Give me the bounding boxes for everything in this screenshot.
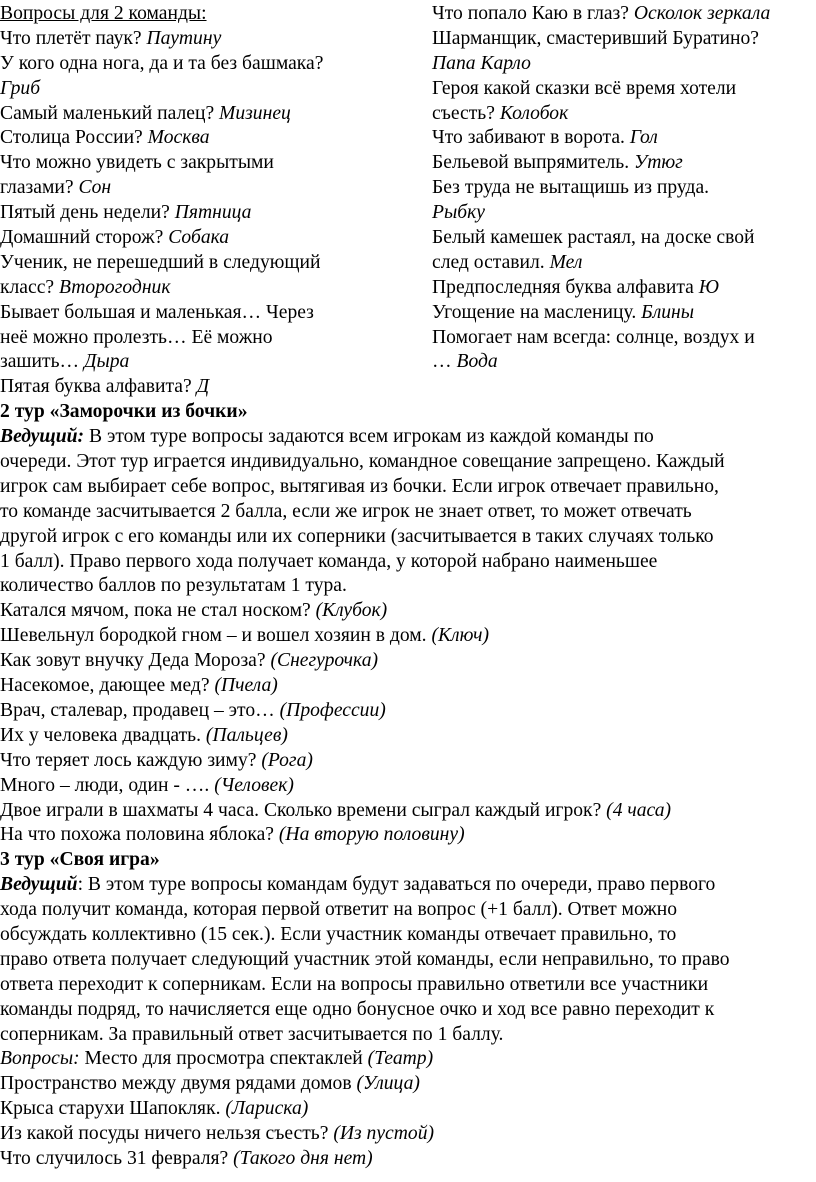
question-line xyxy=(0,649,816,674)
answer-text: (4 часа) xyxy=(606,799,672,821)
round1-left-list xyxy=(0,27,432,400)
round3-heading: 3 тур «Своя игра» xyxy=(0,849,160,871)
question-line xyxy=(0,301,432,326)
question-line xyxy=(0,350,432,375)
question-line xyxy=(432,27,816,52)
questions-label: Вопросы: xyxy=(0,1048,80,1070)
answer-text: Рыбку xyxy=(432,202,485,224)
question-line xyxy=(432,77,816,102)
intro-text: В этом туре вопросы задаются всем игрокам из каждой команды по xyxy=(84,426,654,448)
intro-line xyxy=(0,1023,816,1048)
round3-intro xyxy=(0,873,816,1047)
question-text: Пятая буква алфавита? xyxy=(0,376,197,398)
intro-line xyxy=(0,948,816,973)
intro-line xyxy=(0,973,816,998)
question-text: На что похожа половина яблока? xyxy=(0,824,279,846)
question-line xyxy=(0,774,816,799)
round2-heading: 2 тур «Заморочки из бочки» xyxy=(0,401,248,423)
question-text: глазами? xyxy=(0,177,79,199)
question-line xyxy=(0,102,432,127)
answer-text: (Рога) xyxy=(261,749,313,771)
answer-text: (На вторую половину) xyxy=(278,824,465,846)
intro-line xyxy=(0,574,816,599)
question-line xyxy=(432,52,816,77)
answer-text: Сон xyxy=(78,177,112,199)
question-text: Место для просмотра спектаклей xyxy=(79,1048,368,1070)
question-text: Что забивают в ворота. xyxy=(432,127,630,149)
question-text: Помогает нам всегда: солнце, воздух и xyxy=(432,326,755,348)
answer-text: (Лариска) xyxy=(225,1098,309,1120)
round1-left-column xyxy=(0,2,432,400)
question-line xyxy=(0,126,432,151)
question-text: Без труда не вытащишь из пруда. xyxy=(432,177,710,199)
question-text: Что случилось 31 февраля? xyxy=(0,1147,234,1169)
question-line xyxy=(432,2,816,27)
question-line xyxy=(432,301,816,326)
answer-text: (Из пустой) xyxy=(333,1123,435,1145)
answer-text: Москва xyxy=(147,127,210,149)
question-text: Что можно увидеть с закрытыми xyxy=(0,152,274,174)
intro-line xyxy=(0,425,816,450)
round1-right-list xyxy=(432,2,816,375)
question-text: Шарманщик, смастеривший Буратино? xyxy=(432,27,759,49)
round2-section xyxy=(0,400,816,848)
question-text: Крыса старухи Шапокляк. xyxy=(0,1098,226,1120)
question-line xyxy=(0,176,432,201)
question-line xyxy=(0,1047,816,1072)
answer-text: (Такого дня нет) xyxy=(233,1147,373,1169)
question-line xyxy=(0,1147,816,1172)
question-text: Шевельнул бородкой гном – и вошел хозяин в дом. xyxy=(0,625,432,647)
question-line xyxy=(0,1072,816,1097)
question-line xyxy=(432,126,816,151)
question-line xyxy=(0,624,816,649)
question-text: Белый камешек растаял, на доске свой xyxy=(432,227,755,249)
answer-text: (Улица) xyxy=(356,1073,420,1095)
question-text: Ученик, не перешедший в следующий xyxy=(0,251,321,273)
intro-text: 1 балл). Право первого хода получает команда, у которой набрано наименьшее xyxy=(0,550,658,572)
answer-text: (Ключ) xyxy=(431,625,489,647)
question-line xyxy=(0,27,432,52)
question-line xyxy=(0,749,816,774)
intro-line xyxy=(0,550,816,575)
intro-text: право ответа получает следующий участник этой команды, если неправильно, то право xyxy=(0,948,730,970)
question-text: Что попало Каю в глаз? xyxy=(432,3,634,24)
answer-text: Колобок xyxy=(499,102,569,124)
answer-text: Ю xyxy=(698,276,719,298)
question-text: след оставил. xyxy=(432,251,550,273)
question-line xyxy=(0,674,816,699)
question-text: У кого одна нога, да и та без башмака? xyxy=(0,52,324,74)
intro-text: другой игрок с его команды или их соперники (засчитывается в таких случаях только xyxy=(0,525,714,547)
round3-questions xyxy=(0,1047,816,1171)
question-text: Бывает большая и маленькая… Через xyxy=(0,301,314,323)
round1-heading: Вопросы для 2 команды: xyxy=(0,3,207,24)
answer-text: Второгодник xyxy=(58,276,171,298)
question-text: Угощение на масленицу. xyxy=(432,301,642,323)
question-text: Как зовут внучку Деда Мороза? xyxy=(0,650,271,672)
intro-text: обсуждать коллективно (15 сек.). Если участник команды отвечает правильно, то xyxy=(0,923,677,945)
question-text: Катался мячом, пока не стал носком? xyxy=(0,600,316,622)
intro-text: хода получит команда, которая первой ответит на вопрос (+1 балл). Ответ можно xyxy=(0,899,678,921)
question-text: Врач, сталевар, продавец – это… xyxy=(0,699,280,721)
question-line xyxy=(0,201,432,226)
question-text: Домашний сторож? xyxy=(0,227,169,249)
host-label: Ведущий: xyxy=(0,426,85,448)
question-line xyxy=(0,251,432,276)
answer-text: Гол xyxy=(629,127,658,149)
round2-questions xyxy=(0,599,816,848)
question-text: Что теряет лось каждую зиму? xyxy=(0,749,262,771)
question-text: Пространство между двумя рядами домов xyxy=(0,1073,357,1095)
question-line xyxy=(0,77,432,102)
answer-text: Дыра xyxy=(84,351,130,373)
question-text: Предпоследняя буква алфавита xyxy=(432,276,699,298)
question-text: Что плетёт паук? xyxy=(0,27,147,49)
answer-text: Мизинец xyxy=(219,102,291,124)
question-text: Много – люди, один - …. xyxy=(0,774,215,796)
answer-text: Пятница xyxy=(174,202,252,224)
question-text: класс? xyxy=(0,276,59,298)
question-text: Из какой посуды ничего нельзя съесть? xyxy=(0,1123,334,1145)
question-line xyxy=(0,599,816,624)
round3-section xyxy=(0,848,816,1172)
question-line xyxy=(0,1097,816,1122)
answer-text: (Профессии) xyxy=(279,699,386,721)
answer-text: (Снегурочка) xyxy=(270,650,379,672)
question-line xyxy=(432,276,816,301)
question-line xyxy=(0,724,816,749)
host-label: Ведущий xyxy=(0,874,78,896)
answer-text: (Пчела) xyxy=(214,675,278,697)
answer-text: (Пальцев) xyxy=(205,724,288,746)
question-line xyxy=(0,276,432,301)
answer-text: Утюг xyxy=(634,152,683,174)
question-line xyxy=(432,151,816,176)
intro-line xyxy=(0,873,816,898)
intro-line xyxy=(0,923,816,948)
intro-text: количество баллов по результатам 1 тура. xyxy=(0,575,347,597)
question-line xyxy=(432,176,816,201)
answer-text: Вода xyxy=(456,351,498,373)
question-line xyxy=(0,151,432,176)
question-text: Бельевой выпрямитель. xyxy=(432,152,635,174)
intro-line xyxy=(0,500,816,525)
question-line xyxy=(432,350,816,375)
intro-text: : В этом туре вопросы командам будут задаваться по очереди, право первого xyxy=(77,874,716,896)
question-line xyxy=(432,251,816,276)
question-text: Пятый день недели? xyxy=(0,202,175,224)
question-line xyxy=(432,226,816,251)
answer-text: Мел xyxy=(549,251,583,273)
answer-text: Паутину xyxy=(146,27,222,49)
intro-line xyxy=(0,998,816,1023)
question-text: Их у человека двадцать. xyxy=(0,724,206,746)
intro-text: то команде засчитывается 2 балла, если же игрок не знает ответ, то может отвечать xyxy=(0,500,692,522)
question-text: съесть? xyxy=(432,102,500,124)
question-text: … xyxy=(432,351,457,373)
question-line xyxy=(0,823,816,848)
question-line xyxy=(432,326,816,351)
intro-text: команды подряд, то начисляется еще одно бонусное очко и ход все равно переходит к xyxy=(0,998,715,1020)
round1-right-column xyxy=(432,2,816,400)
question-line xyxy=(0,799,816,824)
question-text: Столица России? xyxy=(0,127,148,149)
intro-text: соперникам. За правильный ответ засчитывается по 1 баллу. xyxy=(0,1023,504,1045)
question-line xyxy=(432,102,816,127)
intro-line xyxy=(0,525,816,550)
question-text: зашить… xyxy=(0,351,85,373)
question-line xyxy=(0,226,432,251)
intro-text: очереди. Этот тур играется индивидуально, командное совещание запрещено. Каждый xyxy=(0,451,725,473)
answer-text: (Клубок) xyxy=(315,600,388,622)
answer-text: Папа Карло xyxy=(432,52,531,74)
answer-text: Блины xyxy=(641,301,695,323)
intro-line xyxy=(0,898,816,923)
question-line xyxy=(432,201,816,226)
intro-text: ответа переходит к соперникам. Если на вопросы правильно ответили все участники xyxy=(0,973,709,995)
answer-text: Гриб xyxy=(0,77,41,99)
question-line xyxy=(0,326,432,351)
document-page xyxy=(0,2,816,1172)
question-text: Самый маленький палец? xyxy=(0,102,220,124)
question-line xyxy=(0,699,816,724)
answer-text: (Человек) xyxy=(214,774,294,796)
question-text: неё можно пролезть… Её можно xyxy=(0,326,273,348)
round2-intro xyxy=(0,425,816,599)
question-line xyxy=(0,52,432,77)
question-line xyxy=(0,375,432,400)
question-text: Героя какой сказки всё время хотели xyxy=(432,77,737,99)
intro-text: игрок сам выбирает себе вопрос, вытягивая из бочки. Если игрок отвечает правильно, xyxy=(0,475,719,497)
answer-text: Осколок зеркала xyxy=(633,3,771,24)
answer-text: Д xyxy=(196,376,210,398)
answer-text: (Театр) xyxy=(367,1048,434,1070)
intro-line xyxy=(0,475,816,500)
question-line xyxy=(0,1122,816,1147)
intro-line xyxy=(0,450,816,475)
question-text: Двое играли в шахматы 4 часа. Сколько времени сыграл каждый игрок? xyxy=(0,799,607,821)
answer-text: Собака xyxy=(168,227,230,249)
question-text: Насекомое, дающее мед? xyxy=(0,675,215,697)
round1-columns xyxy=(0,2,816,400)
